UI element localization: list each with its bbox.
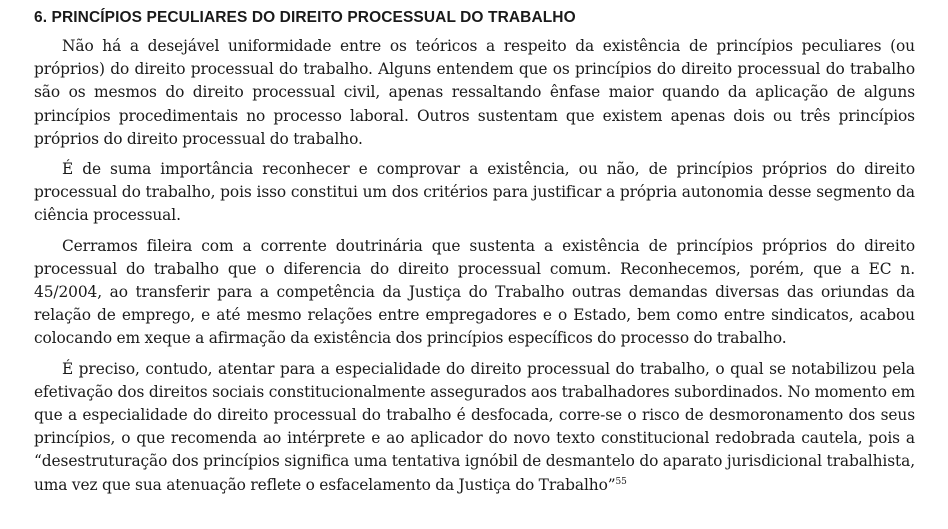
paragraph-4 xyxy=(34,358,915,497)
section-heading: 6. PRINCÍPIOS PECULIARES DO DIREITO PROCESSUAL DO TRABALHO xyxy=(34,9,576,26)
footnote-reference[interactable]: 55 xyxy=(615,476,627,487)
paragraph-2: É de suma importância reconhecer e comprovar a existência, ou não, de princípios próprios do direito processual do trabalho, pois isso constitui um dos critérios para justificar a própria autonomia desse segmento da ciência processual. xyxy=(34,160,915,225)
paragraph-3: Cerramos fileira com a corrente doutrinária que sustenta a existência de princípios próprios do direito processual do trabalho que o diferencia do direito processual comum. Reconhecemos, porém, que a EC n. 45/2004, ao transferir para a competência da Justiça do Trabalho outras demandas diversas das oriundas da relação de emprego, e até mesmo relações entre empregadores e o Estado, bem como entre sindicatos, acabou colocando em xeque a afirmação da existência dos princípios específicos do processo do trabalho. xyxy=(34,236,915,348)
paragraph-4-text: É preciso, contudo, atentar para a especialidade do direito processual do trabalho, o qual se notabilizou pela efetivação dos direitos sociais constitucionalmente assegurados aos trabalhadores subordinados. No momento em que a especialidade do direito processual do trabalho é desfocada, corre-se o risco de desmoronamento dos seus princípios, o que recomenda ao intérprete e ao aplicador do novo texto constitucional redobrada cautela, pois a “desestruturação dos princípios significa uma tentativa ignóbil de desmantelo do aparato jurisdicional trabalhista, uma vez que sua atenuação reflete o esfacelamento da Justiça do Trabalho” xyxy=(34,359,915,494)
document-page xyxy=(34,8,915,504)
paragraph-1: Não há a desejável uniformidade entre os teóricos a respeito da existência de princípios peculiares (ou próprios) do direito processual do trabalho. Alguns entendem que os princípios do direito processual do trabalho são os mesmos do direito processual civil, apenas ressaltando ênfase maior quando da aplicação de alguns princípios procedimentais no processo laboral. Outros sustentam que existem apenas dois ou três princípios próprios do direito processual do trabalho. xyxy=(34,37,915,148)
